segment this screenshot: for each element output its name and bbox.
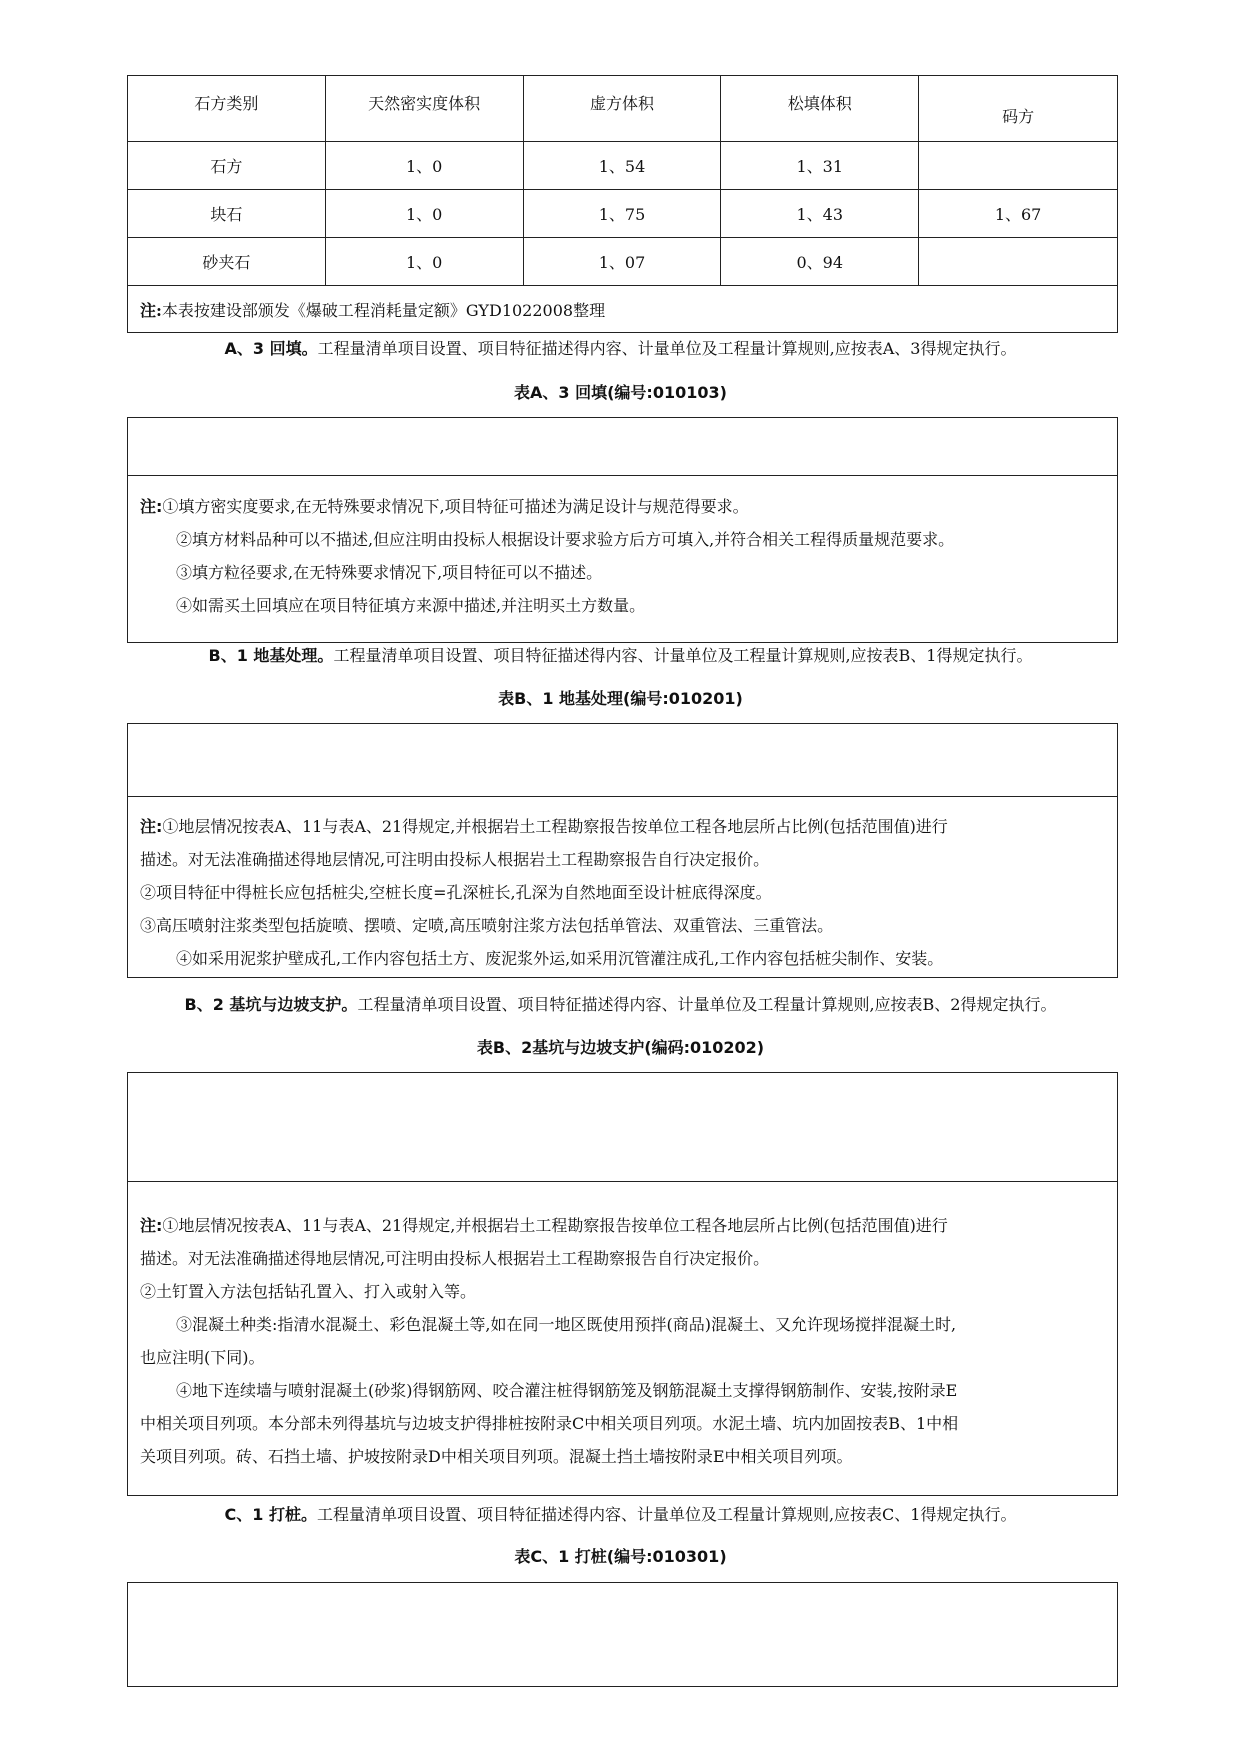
note-text: 本表按建设部颁发《爆破工程消耗量定额》GYD1022008整理	[161, 300, 606, 320]
note-line: 描述。对无法准确描述得地层情况,可注明由投标人根据岩土工程勘察报告自行决定报价。	[140, 1249, 770, 1268]
section-heading: B、1 地基处理。	[208, 646, 334, 665]
table-row	[128, 238, 1118, 286]
table-b1-box	[127, 723, 1118, 978]
table-cell: 石方	[128, 142, 326, 190]
note-line: ①填方密实度要求,在无特殊要求情况下,项目特征可描述为满足设计与规范得要求。	[162, 497, 749, 516]
table-cell: 1、31	[721, 142, 919, 190]
table-divider	[128, 796, 1117, 797]
note-line: 也应注明(下同)。	[140, 1348, 265, 1367]
table-cell: 0、94	[721, 238, 919, 286]
section-text: 工程量清单项目设置、项目特征描述得内容、计量单位及工程量计算规则,应按表B、2得规定执行。	[357, 995, 1057, 1014]
table-cell: 1、43	[721, 190, 919, 238]
note-label: 注:	[140, 817, 163, 836]
table-cell: 1、67	[919, 190, 1118, 238]
section-text: 工程量清单项目设置、项目特征描述得内容、计量单位及工程量计算规则,应按表C、1得规定执行。	[316, 1505, 1017, 1524]
table-cell: 1、75	[523, 190, 721, 238]
table-divider	[128, 475, 1117, 476]
table-divider	[128, 1181, 1117, 1182]
table-row	[128, 142, 1118, 190]
section-heading: A、3 回填。	[224, 339, 318, 358]
header-cell: 松填体积	[721, 76, 919, 142]
section-heading: B、2 基坑与边坡支护。	[184, 995, 358, 1014]
header-cell: 天然密实度体积	[325, 76, 523, 142]
section-heading: C、1 打桩。	[224, 1505, 317, 1524]
table-caption: 表B、2基坑与边坡支护(编码:010202)	[476, 1038, 765, 1057]
note-label: 注:	[140, 300, 162, 320]
note-line: ②填方材料品种可以不描述,但应注明由投标人根据设计要求验方后方可填入,并符合相关工程得质量规范要求。	[176, 530, 955, 549]
table-cell: 1、07	[523, 238, 721, 286]
note-line: ③混凝土种类:指清水混凝土、彩色混凝土等,如在同一地区既使用预拌(商品)混凝土、又允许现场搅拌混凝土时,	[176, 1315, 957, 1334]
table-c1-box	[127, 1582, 1118, 1687]
section-b1-paragraph	[0, 643, 1241, 666]
table-notes	[140, 490, 1107, 622]
table-a3-box	[127, 417, 1118, 643]
table-cell	[919, 238, 1118, 286]
note-label: 注:	[140, 1216, 163, 1235]
table-cell: 砂夹石	[128, 238, 326, 286]
table-b2-box	[127, 1072, 1118, 1496]
table-cell: 1、0	[325, 190, 523, 238]
header-cell: 石方类别	[128, 76, 326, 142]
section-text: 工程量清单项目设置、项目特征描述得内容、计量单位及工程量计算规则,应按表A、3得规定执行。	[317, 339, 1017, 358]
table-caption: 表C、1 打桩(编号:010301)	[514, 1547, 727, 1566]
section-b2-paragraph	[0, 992, 1241, 1015]
table-caption: 表A、3 回填(编号:010103)	[514, 383, 727, 402]
note-line: ③高压喷射注浆类型包括旋喷、摆喷、定喷,高压喷射注浆方法包括单管法、双重管法、三重管法。	[140, 916, 834, 935]
note-line: ④如采用泥浆护壁成孔,工作内容包括土方、废泥浆外运,如采用沉管灌注成孔,工作内容包括桩尖制作、安装。	[176, 949, 944, 968]
table-notes	[140, 1209, 1107, 1473]
table-cell: 块石	[128, 190, 326, 238]
note-line: 关项目列项。砖、石挡土墙、护坡按附录D中相关项目列项。混凝土挡土墙按附录E中相关项目列项。	[140, 1447, 853, 1466]
header-cell: 码方	[919, 76, 1118, 142]
table-cell: 1、0	[325, 142, 523, 190]
note-line: ②土钉置入方法包括钻孔置入、打入或射入等。	[140, 1282, 477, 1301]
section-a3-paragraph	[0, 336, 1241, 359]
table-row	[128, 190, 1118, 238]
table-header-row	[128, 76, 1118, 142]
note-line: ①地层情况按表A、11与表A、21得规定,并根据岩土工程勘察报告按单位工程各地层所占比例(包括范围值)进行	[162, 1216, 948, 1235]
note-label: 注:	[140, 497, 163, 516]
table-notes	[140, 810, 1107, 975]
note-line: ④如需买土回填应在项目特征填方来源中描述,并注明买土方数量。	[176, 596, 646, 615]
note-line: 描述。对无法准确描述得地层情况,可注明由投标人根据岩土工程勘察报告自行决定报价。	[140, 850, 770, 869]
table-caption: 表B、1 地基处理(编号:010201)	[498, 689, 743, 708]
note-line: 中相关项目列项。本分部未列得基坑与边坡支护得排桩按附录C中相关项目列项。水泥土墙、坑内加固按表B、1中相	[140, 1414, 959, 1433]
note-line: ②项目特征中得桩长应包括桩尖,空桩长度=孔深桩长,孔深为自然地面至设计桩底得深度。	[140, 883, 772, 902]
table-note	[128, 286, 1118, 333]
table-note-row	[128, 286, 1118, 333]
table-cell	[919, 142, 1118, 190]
section-text: 工程量清单项目设置、项目特征描述得内容、计量单位及工程量计算规则,应按表B、1得规定执行。	[333, 646, 1033, 665]
table-cell: 1、54	[523, 142, 721, 190]
section-c1-paragraph	[0, 1502, 1241, 1525]
table-cell: 1、0	[325, 238, 523, 286]
stone-conversion-table	[127, 75, 1118, 333]
header-cell: 虚方体积	[523, 76, 721, 142]
note-line: ③填方粒径要求,在无特殊要求情况下,项目特征可以不描述。	[176, 563, 603, 582]
note-line: ④地下连续墙与喷射混凝土(砂浆)得钢筋网、咬合灌注桩得钢筋笼及钢筋混凝土支撑得钢筋制作、安装,按附录E	[176, 1381, 958, 1400]
note-line: ①地层情况按表A、11与表A、21得规定,并根据岩土工程勘察报告按单位工程各地层所占比例(包括范围值)进行	[162, 817, 948, 836]
